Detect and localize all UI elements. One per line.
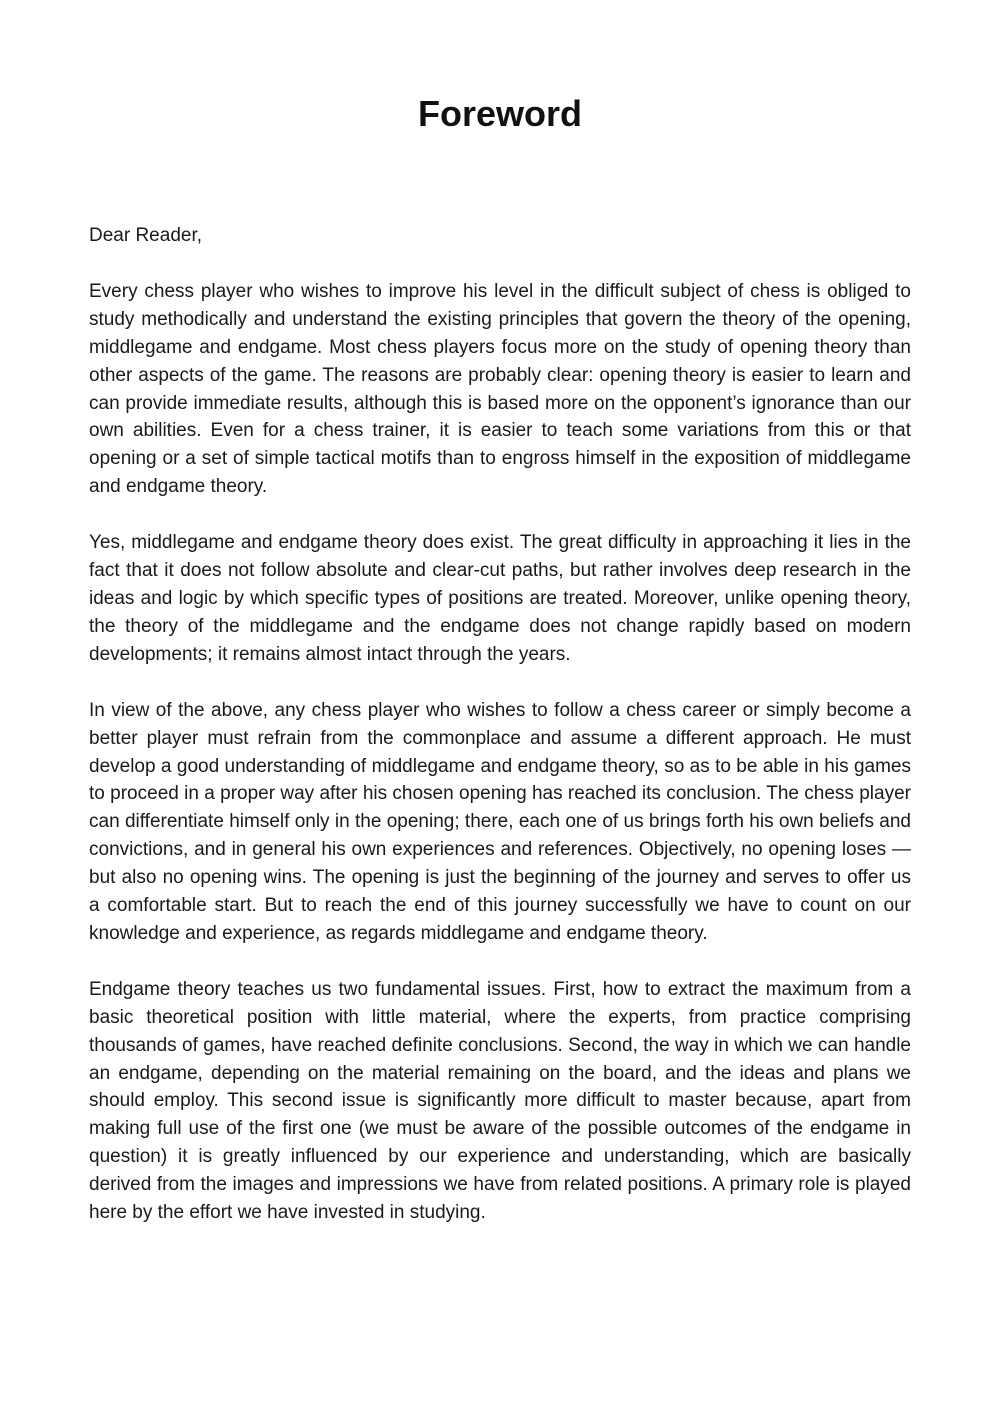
salutation: Dear Reader, (89, 225, 203, 246)
paragraph-3: In view of the above, any chess player who wishes to follow a chess career or simply become a better player must refrain from the commonplace and assume a different approach. He must develop a good understanding of middlegame and endgame theory, so as to be able in his games to proceed in a proper way after his chosen opening has reached its conclusion. The chess player can differentiate himself only in the opening; there, each one of us brings forth his own beliefs and convictions, and in general his own experiences and references. Objectively, no opening loses — but also no opening wins. The opening is just the beginning of the journey and serves to offer us a comfortable start. But to reach the end of this journey successfully we have to count on our knowledge and experience, as regards middlegame and endgame theory. (89, 699, 911, 944)
paragraph-1: Every chess player who wishes to improve his level in the difficult subject of chess is obliged to study methodically and understand the existing principles that govern the theory of the opening, middlegame and endgame. Most chess players focus more on the study of opening theory than other aspects of the game. The reasons are probably clear: opening theory is easier to learn and can provide immediate results, although this is based more on the opponent’s ignorance than our own abilities. Even for a chess trainer, it is easier to teach some variations from this or that opening or a set of simple tactical motifs than to engross himself in the exposition of middlegame and endgame theory. (89, 280, 911, 498)
page-title: Foreword (417, 93, 582, 134)
body-text (89, 222, 911, 1255)
paragraph-2: Yes, middlegame and endgame theory does exist. The great difficulty in approaching it lies in the fact that it does not follow absolute and clear-cut paths, but rather involves deep research in the ideas and logic by which specific types of positions are treated. Moreover, unlike opening theory, the theory of the middlegame and the endgame does not change rapidly based on modern developments; it remains almost intact through the years. (89, 532, 911, 665)
paragraph-4: Endgame theory teaches us two fundamental issues. First, how to extract the maximum from a basic theoretical position with little material, where the experts, from practice comprising thousands of games, have reached definite conclusions. Second, the way in which we can handle an endgame, depending on the material remaining on the board, and the ideas and plans we should employ. This second issue is significantly more difficult to master because, apart from making full use of the first one (we must be aware of the possible outcomes of the endgame in question) it is greatly influenced by our experience and understanding, which are basically derived from the images and impressions we have from related positions. A primary role is played here by the effort we have invested in studying. (89, 978, 911, 1224)
